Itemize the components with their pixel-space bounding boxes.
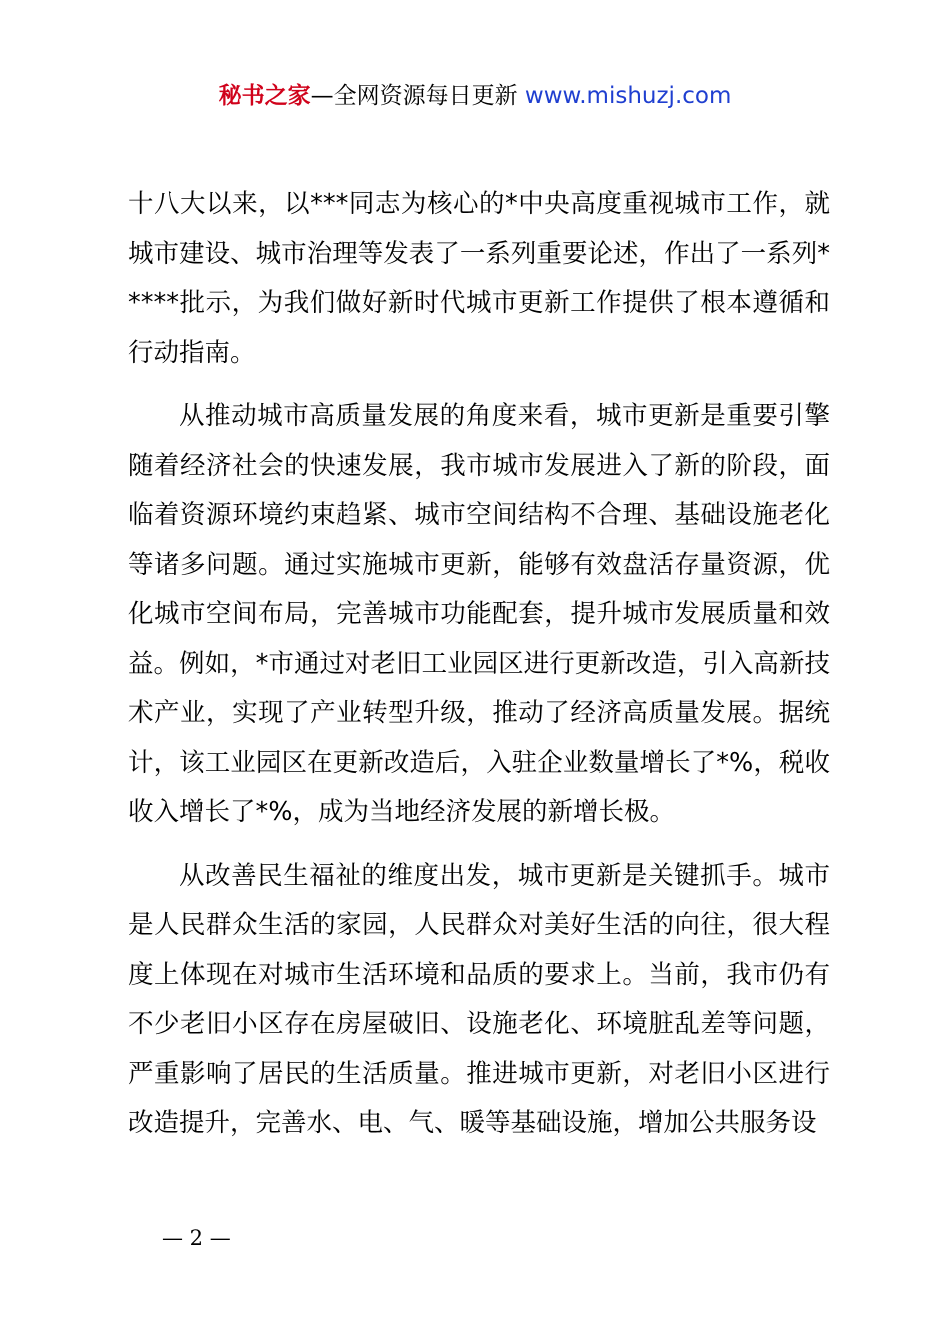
header-tagline: —全网资源每日更新 — [310, 83, 518, 109]
brand-name: 秘书之家 — [218, 83, 311, 109]
paragraph-1: 十八大以来，以***同志为核心的*中央高度重视城市工作，就城市建设、城市治理等发表了一系列重要论述，作出了一系列*****批示，为我们做好新时代城市更新工作提供了根本遵循和行动指南。 — [128, 189, 830, 368]
document-body — [128, 180, 830, 1149]
paragraph-2: 从推动城市高质量发展的角度来看，城市更新是重要引擎随着经济社会的快速发展，我市城市发展进入了新的阶段，面临着资源环境约束趋紧、城市空间结构不合理、基础设施老化等诸多问题。通过实施城市更新，能够有效盘活存量资源，优化城市空间布局，完善城市功能配套，提升城市发展质量和效益。例如，*市通过对老旧工业园区进行更新改造，引入高新技术产业，实现了产业转型升级，推动了经济高质量发展。据统计，该工业园区在更新改造后，入驻企业数量增长了*%，税收收入增长了*%，成为当地经济发展的新增长极。 — [128, 401, 830, 827]
page-header — [0, 80, 950, 112]
page-number: — 2 — — [162, 1226, 231, 1250]
site-url-link[interactable]: www.mishuzj.com — [524, 83, 732, 109]
paragraph-3: 从改善民生福祉的维度出发，城市更新是关键抓手。城市是人民群众生活的家园，人民群众对美好生活的向往，很大程度上体现在对城市生活环境和品质的要求上。当前，我市仍有不少老旧小区存在房屋破旧、设施老化、环境脏乱差等问题，严重影响了居民的生活质量。推进城市更新，对老旧小区进行改造提升，完善水、电、气、暖等基础设施，增加公共服务设 — [128, 860, 830, 1138]
